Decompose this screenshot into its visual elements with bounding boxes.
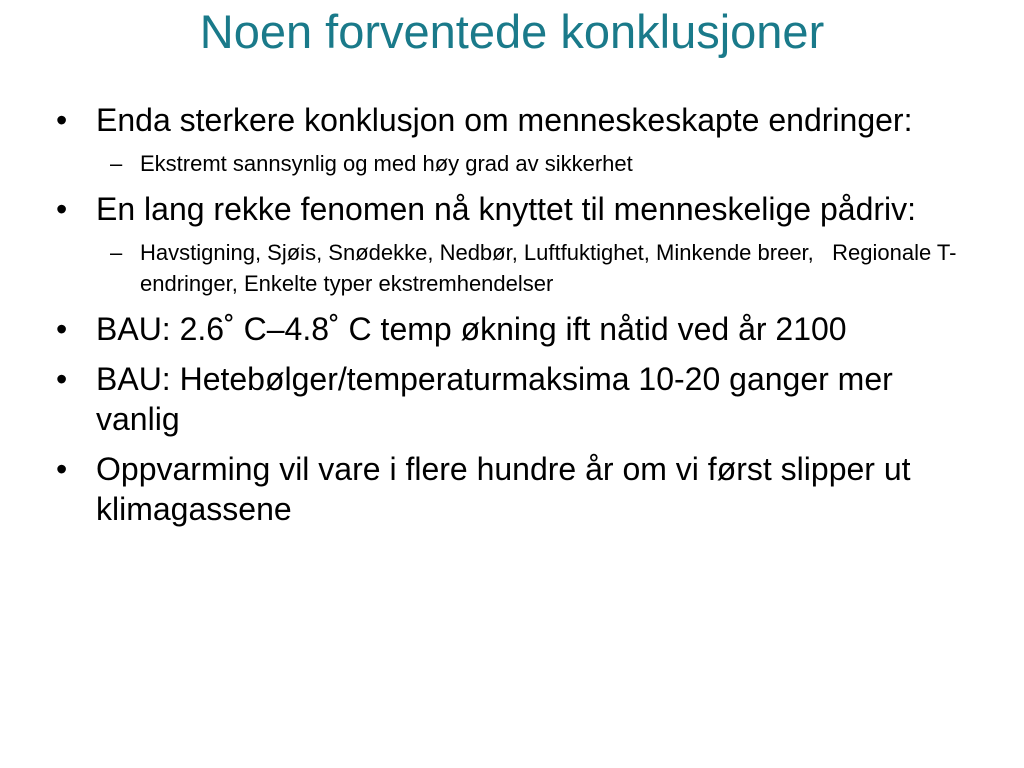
dash-icon: – [110, 240, 123, 265]
sub-item [96, 237, 980, 299]
bullet-item [50, 449, 980, 529]
bullet-icon: • [56, 191, 68, 227]
bullet-icon: • [56, 311, 68, 347]
bullet-item [50, 100, 980, 179]
sub-list [96, 237, 980, 299]
bullet-text: En lang rekke fenomen nå knyttet til menneskelige pådriv: [96, 191, 917, 227]
bullet-text: Enda sterkere konklusjon om menneskeskapte endringer: [96, 102, 913, 138]
bullet-icon: • [56, 361, 68, 397]
sub-item-text: Havstigning, Sjøis, Snødekke, Nedbør, Luftfuktighet, Minkende breer, Regionale T-endringer, Enkelte typer ekstremhendelser [140, 240, 957, 296]
bullet-item [50, 309, 980, 349]
bullet-text: BAU: 2.6˚ C–4.8˚ C temp økning ift nåtid ved år 2100 [96, 311, 847, 347]
slide-title: Noen forventede konklusjoner [199, 5, 825, 58]
sub-list [96, 148, 980, 179]
dash-icon: – [110, 151, 123, 176]
bullet-item [50, 359, 980, 439]
bullet-text: BAU: Hetebølger/temperaturmaksima 10-20 ganger mer vanlig [96, 361, 893, 437]
bullet-icon: • [56, 451, 68, 487]
bullet-icon: • [56, 102, 68, 138]
bullet-text: Oppvarming vil vare i flere hundre år om vi først slipper ut klimagassene [96, 451, 911, 527]
bullet-item [50, 189, 980, 299]
sub-item-text: Ekstremt sannsynlig og med høy grad av sikkerhet [140, 151, 633, 176]
sub-item [96, 148, 980, 179]
bullet-list [50, 100, 980, 539]
